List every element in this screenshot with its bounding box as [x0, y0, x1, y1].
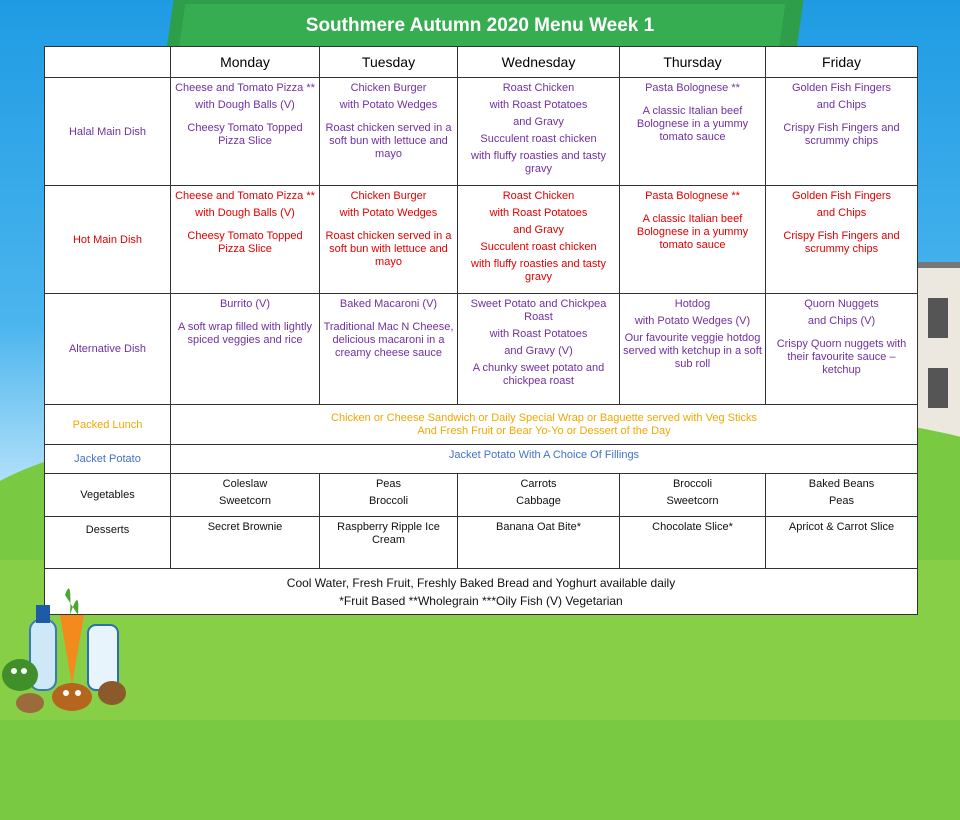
- day-header: Wednesday: [458, 47, 620, 78]
- menu-cell: Pasta Bolognese ** A classic Italian beef Bolognese in a yummy tomato sauce: [620, 78, 766, 186]
- vegetables-row: [45, 474, 918, 517]
- day-header: Friday: [766, 47, 918, 78]
- menu-cell: Chocolate Slice*: [620, 517, 766, 569]
- packed-lunch-cell: Chicken or Cheese Sandwich or Daily Special Wrap or Baguette served with Veg Sticks And Fresh Fruit or Bear Yo-Yo or Dessert of the Day: [171, 405, 918, 445]
- menu-cell: Banana Oat Bite*: [458, 517, 620, 569]
- desserts-row: [45, 517, 918, 569]
- menu-cell: Carrots Cabbage: [458, 474, 620, 517]
- row-label-hot: Hot Main Dish: [45, 186, 171, 294]
- row-label-jacket: Jacket Potato: [45, 445, 171, 474]
- menu-cell: Golden Fish Fingers and Chips Crispy Fish Fingers and scrummy chips: [766, 186, 918, 294]
- row-label-packed: Packed Lunch: [45, 405, 171, 445]
- menu-cell: Baked Macaroni (V) Traditional Mac N Cheese, delicious macaroni in a creamy cheese sauce: [320, 294, 458, 405]
- menu-cell: Chicken Burger with Potato Wedges Roast chicken served in a soft bun with lettuce and mayo: [320, 186, 458, 294]
- jacket-potato-cell: Jacket Potato With A Choice Of Fillings: [171, 445, 918, 474]
- row-label-halal: Halal Main Dish: [45, 78, 171, 186]
- menu-cell: Apricot & Carrot Slice: [766, 517, 918, 569]
- hot-row: [45, 186, 918, 294]
- menu-cell: Coleslaw Sweetcorn: [171, 474, 320, 517]
- row-label-alternative: Alternative Dish: [45, 294, 171, 405]
- footer-row: [45, 569, 918, 615]
- halal-row: [45, 78, 918, 186]
- menu-cell: Roast Chicken with Roast Potatoes and Gravy Succulent roast chicken with fluffy roasties and tasty gravy: [458, 186, 620, 294]
- page-title: Southmere Autumn 2020 Menu Week 1: [305, 15, 655, 36]
- day-header: Thursday: [620, 47, 766, 78]
- corner-cell: [45, 47, 171, 78]
- day-header-row: [45, 47, 918, 78]
- menu-cell: Golden Fish Fingers and Chips Crispy Fish Fingers and scrummy chips: [766, 78, 918, 186]
- alternative-row: [45, 294, 918, 405]
- day-header: Tuesday: [320, 47, 458, 78]
- menu-cell: Broccoli Sweetcorn: [620, 474, 766, 517]
- menu-cell: Raspberry Ripple Ice Cream: [320, 517, 458, 569]
- menu-cell: Secret Brownie: [171, 517, 320, 569]
- jacket-potato-row: [45, 445, 918, 474]
- packed-lunch-row: [45, 405, 918, 445]
- menu-cell: Sweet Potato and Chickpea Roast with Roast Potatoes and Gravy (V) A chunky sweet potato and chickpea roast: [458, 294, 620, 405]
- menu-cell: Cheese and Tomato Pizza ** with Dough Balls (V) Cheesy Tomato Topped Pizza Slice: [171, 78, 320, 186]
- menu-cell: Chicken Burger with Potato Wedges Roast chicken served in a soft bun with lettuce and mayo: [320, 78, 458, 186]
- day-header: Monday: [171, 47, 320, 78]
- menu-cell: Hotdog with Potato Wedges (V) Our favourite veggie hotdog served with ketchup in a soft sub roll: [620, 294, 766, 405]
- row-label-vegetables: Vegetables: [45, 474, 171, 517]
- menu-table: [44, 46, 918, 615]
- menu-cell: Pasta Bolognese ** A classic Italian beef Bolognese in a yummy tomato sauce: [620, 186, 766, 294]
- building-window: [928, 298, 948, 338]
- menu-cell: Roast Chicken with Roast Potatoes and Gravy Succulent roast chicken with fluffy roasties and tasty gravy: [458, 78, 620, 186]
- menu-cell: Peas Broccoli: [320, 474, 458, 517]
- menu-cell: Burrito (V) A soft wrap filled with lightly spiced veggies and rice: [171, 294, 320, 405]
- row-label-desserts: Desserts: [45, 517, 171, 569]
- menu-cell: Baked Beans Peas: [766, 474, 918, 517]
- footer-cell: Cool Water, Fresh Fruit, Freshly Baked Bread and Yoghurt available daily *Fruit Based **Wholegrain ***Oily Fish (V) Vegetarian: [45, 569, 918, 615]
- menu-cell: Cheese and Tomato Pizza ** with Dough Balls (V) Cheesy Tomato Topped Pizza Slice: [171, 186, 320, 294]
- vegetable-characters-illustration: [0, 575, 140, 720]
- building-window: [928, 368, 948, 408]
- menu-cell: Quorn Nuggets and Chips (V) Crispy Quorn nuggets with their favourite sauce – ketchup: [766, 294, 918, 405]
